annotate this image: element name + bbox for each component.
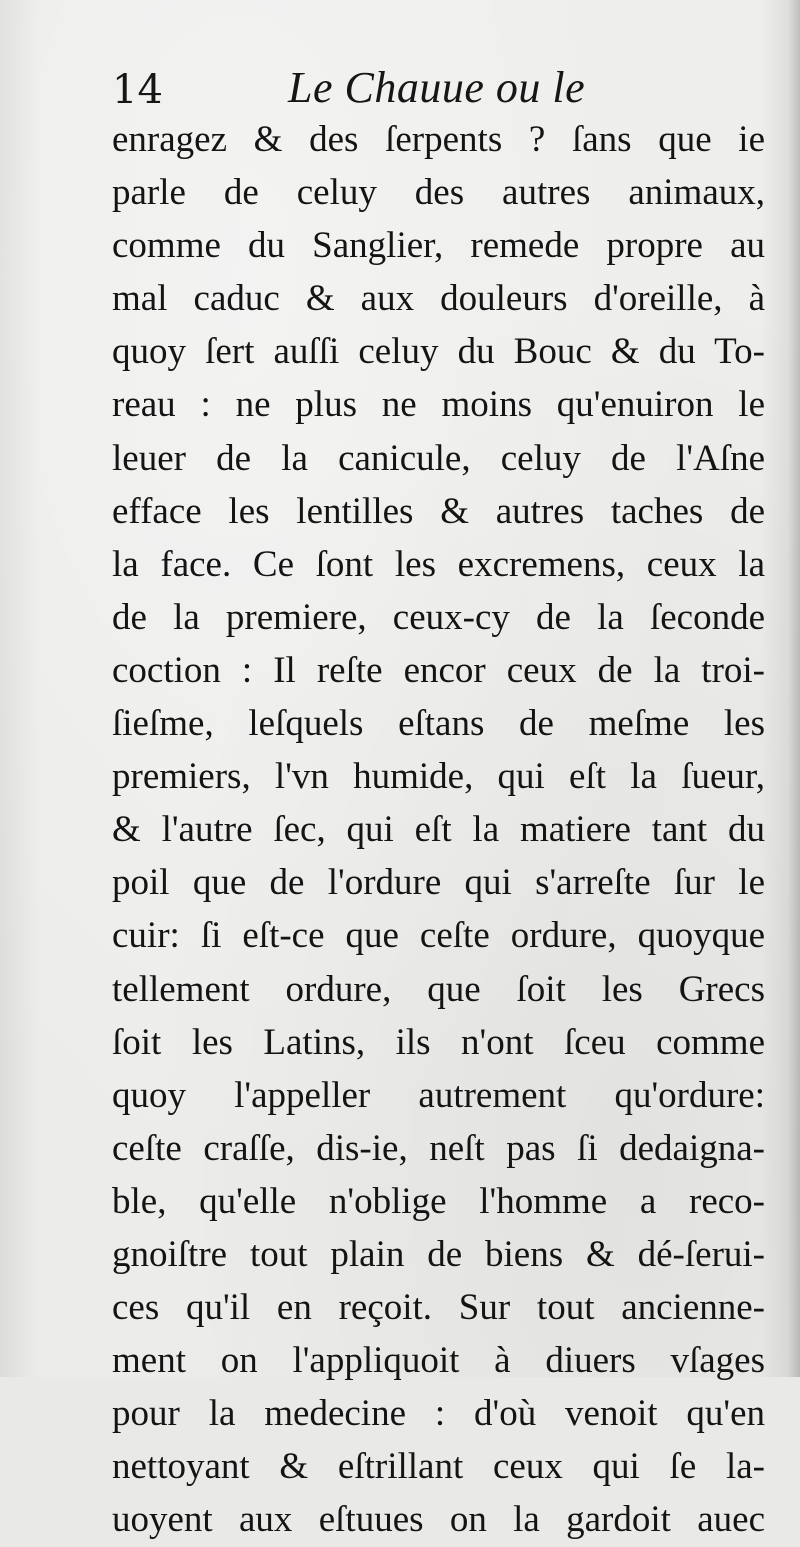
text-line: quoy ſert auſſi celuy du Bouc & du To- <box>112 331 765 373</box>
text-line: coction : Il reſte encor ceux de la troi- <box>112 649 765 691</box>
text-line: premiers, l'vn humide, qui eſt la ſueur, <box>112 756 765 798</box>
text-line: poil que de l'ordure qui s'arreſte ſur le <box>112 862 765 904</box>
text-line: ces qu'il en reçoit. Sur tout ancienne- <box>112 1287 765 1329</box>
text-line: tellement ordure, que ſoit les Grecs <box>112 968 765 1010</box>
text-line: & l'autre ſec, qui eſt la matiere tant du <box>112 809 765 851</box>
page-number: 14 <box>112 67 163 113</box>
text-line: ceſte craſſe, dis-ie, neſt pas ſi dedaigna- <box>112 1127 765 1169</box>
text-line: enragez & des ſerpents ? ſans que ie <box>112 119 765 160</box>
text-line: pour la medecine : d'où venoit qu'en <box>112 1393 765 1435</box>
text-line: ment on l'appliquoit à diuers vſages <box>112 1340 765 1382</box>
text-line: parle de celuy des autres animaux, <box>112 172 765 214</box>
text-line: gnoiſtre tout plain de biens & dé-ſerui- <box>112 1233 765 1275</box>
text-line: ſieſme, leſquels eſtans de meſme les <box>112 703 765 745</box>
text-line: la face. Ce ſont les excremens, ceux la <box>112 543 765 585</box>
page-header <box>108 62 768 116</box>
text-line: comme du Sanglier, remede propre au <box>112 225 765 267</box>
text-line: nettoyant & eſtrillant ceux qui ſe la- <box>112 1446 765 1488</box>
text-line: mal caduc & aux douleurs d'oreille, à <box>112 278 765 320</box>
text-line: quoy l'appeller autrement qu'ordure: <box>112 1074 765 1116</box>
text-line: reau : ne plus ne moins qu'enuiron le <box>112 384 765 426</box>
text-line: uoyent aux eſtuues on la gardoit auec <box>112 1499 765 1541</box>
text-line: leuer de la canicule, celuy de l'Aſne <box>112 437 765 479</box>
text-line: ſoit les Latins, ils n'ont ſceu comme <box>112 1021 765 1063</box>
page-edge-shadow <box>788 0 800 1377</box>
running-head: Le Chauue ou le <box>288 63 586 112</box>
text-line: ble, qu'elle n'oblige l'homme a reco- <box>112 1180 765 1222</box>
body-text <box>112 113 765 1547</box>
text-line: cuir: ſi eſt-ce que ceſte ordure, quoyque <box>112 915 765 957</box>
text-line: efface les lentilles & autres taches de <box>112 490 765 532</box>
text-line: de la premiere, ceux-cy de la ſeconde <box>112 596 765 638</box>
